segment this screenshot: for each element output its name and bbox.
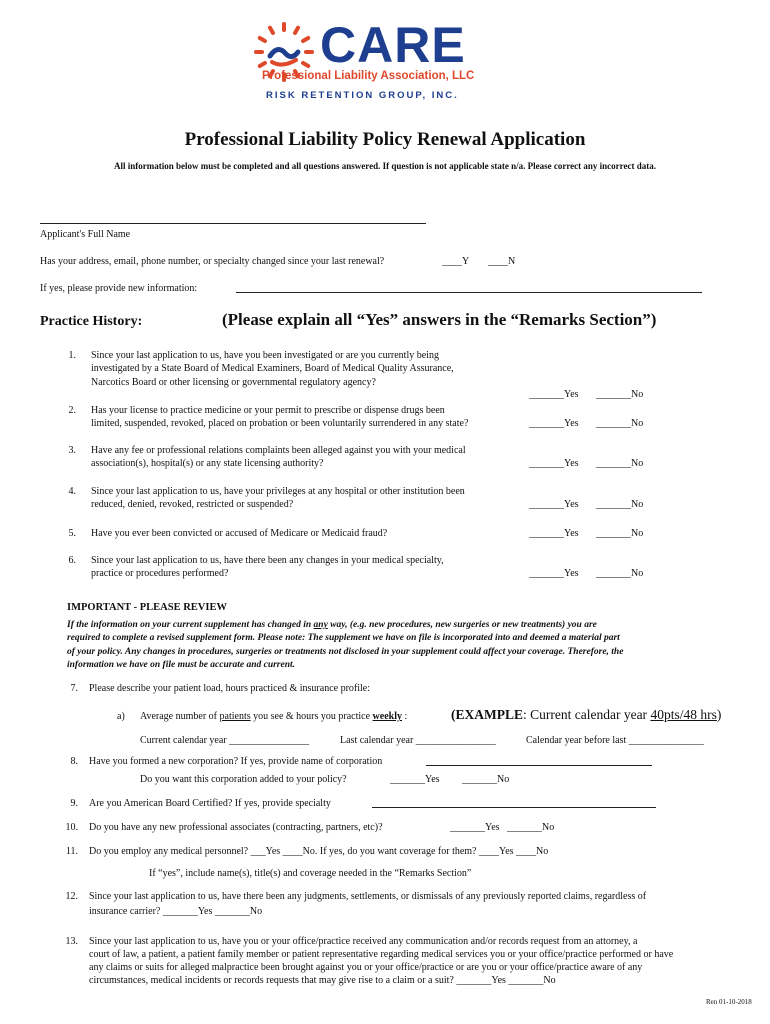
q12-line-1: Since your last application to us, have there been any judgments, settlements, or dismissals of any previously reported claims, regardless of: [89, 891, 647, 902]
question-number: 3.: [68, 445, 76, 456]
question-number: 2.: [68, 405, 76, 416]
q13-line-4: circumstances, medical incidents or records requests that may give rise to a claim or a suit? _______Yes _______No: [89, 975, 556, 986]
q13-line-2: court of law, a patient, a patient family member or patient representative regarding medical services you or your office/practice performed or have: [89, 949, 674, 960]
q2-no[interactable]: _______No: [596, 418, 644, 429]
question-number: 4.: [68, 486, 76, 497]
q1-no[interactable]: _______No: [596, 389, 644, 400]
question-text: limited, suspended, revoked, placed on probation or been voluntarily surrendered in any state?: [91, 418, 469, 429]
q8-yes[interactable]: _______Yes: [390, 774, 440, 785]
q11-sub-text: If “yes”, include name(s), title(s) and coverage needed in the “Remarks Section”: [149, 868, 472, 879]
address-change-no[interactable]: ____N: [488, 256, 516, 267]
page-title: Professional Liability Policy Renewal Application: [184, 129, 586, 150]
q6-no[interactable]: _______No: [596, 568, 644, 579]
q12-line-2: insurance carrier? _______Yes _______No: [89, 906, 263, 917]
question-number: 10.: [65, 822, 78, 833]
q6-yes[interactable]: _______Yes: [529, 568, 579, 579]
question-number: 13.: [65, 936, 78, 947]
q4-no[interactable]: _______No: [596, 499, 644, 510]
q10-text: Do you have any new professional associates (contracting, partners, etc)?: [89, 822, 383, 833]
question-text: Have you ever been convicted or accused of Medicare or Medicaid fraud?: [91, 528, 388, 539]
question-number: 6.: [68, 555, 76, 566]
question-text: practice or procedures performed?: [91, 568, 229, 579]
q7a-label: a): [117, 711, 125, 722]
corporation-name-field[interactable]: [426, 765, 652, 766]
q5-no[interactable]: _______No: [596, 528, 644, 539]
logo-subtitle: Professional Liability Association, LLC: [262, 70, 475, 82]
important-heading: IMPORTANT - PLEASE REVIEW: [67, 602, 227, 613]
logo-tagline: RISK RETENTION GROUP, INC.: [266, 90, 459, 101]
question-number: 8.: [70, 756, 78, 767]
current-year-field[interactable]: Current calendar year ________________: [140, 735, 310, 746]
q2-yes[interactable]: _______Yes: [529, 418, 579, 429]
q8-sub-text: Do you want this corporation added to your policy?: [140, 774, 347, 785]
q3-no[interactable]: _______No: [596, 458, 644, 469]
important-line-2: required to complete a revised supplement form. Please note: The supplement we have on file is incorporated into and deemed a material part: [67, 633, 620, 643]
important-line-3: of your policy. Any changes in procedures, surgeries or treatments not disclosed in your supplement could affect your coverage. Therefore, the: [67, 647, 624, 657]
question-text: Since your last application to us, have you been investigated or are you currently being: [91, 350, 439, 361]
q8-no[interactable]: _______No: [462, 774, 510, 785]
q13-line-1: Since your last application to us, have you or your office/practice received any communication and/or records request from an attorney, a: [89, 936, 638, 947]
question-text: Since your last application to us, have there been any changes in your medical specialty,: [91, 555, 444, 566]
q7a-text: Average number of patients you see & hours you practice weekly :: [140, 711, 408, 722]
address-change-yes[interactable]: ____Y: [442, 256, 470, 267]
question-number: 1.: [68, 350, 76, 361]
q1-yes[interactable]: _______Yes: [529, 389, 579, 400]
q10-no[interactable]: _______No: [507, 822, 555, 833]
question-number: 12.: [65, 891, 78, 902]
q7-text: Please describe your patient load, hours practiced & insurance profile:: [89, 683, 371, 694]
specialty-field[interactable]: [372, 807, 656, 808]
year-before-field[interactable]: Calendar year before last _______________: [526, 735, 704, 746]
practice-history-note: (Please explain all “Yes” answers in the “Remarks Section”): [222, 310, 657, 329]
q3-yes[interactable]: _______Yes: [529, 458, 579, 469]
applicant-name-field[interactable]: [40, 223, 426, 224]
new-info-label: If yes, please provide new information:: [40, 283, 198, 294]
q13-line-3: any claims or suits for alleged malpractice been brought against you or your office/practice or are you or your office/practice aware of any: [89, 962, 643, 973]
question-number: 11.: [65, 846, 78, 857]
last-year-field[interactable]: Last calendar year ________________: [340, 735, 496, 746]
logo: [250, 18, 530, 108]
instructions: All information below must be completed and all questions answered. If question is not applicable state n/a. Please correct any incorrect data.: [114, 161, 656, 171]
q10-yes[interactable]: _______Yes: [450, 822, 500, 833]
question-text: Has your license to practice medicine or your permit to prescribe or dispense drugs been: [91, 405, 445, 416]
q8-text: Have you formed a new corporation? If yes, provide name of corporation: [89, 756, 383, 767]
question-text: association(s), hospital(s) or any state licensing authority?: [91, 458, 324, 469]
q7-example: (EXAMPLE: Current calendar year 40pts/48 hrs): [451, 707, 722, 722]
q11-text: Do you employ any medical personnel? ___Yes ____No. If yes, do you want coverage for them? ____Yes ____No: [89, 846, 549, 857]
question-text: Have any fee or professional relations complaints been alleged against you with your medical: [91, 445, 466, 456]
important-line-1: If the information on your current supplement has changed in any way, (e.g. new procedures, new surgeries or new treatments) you are: [67, 620, 597, 630]
question-text: Narcotics Board or other licensing or governmental regulatory agency?: [91, 377, 376, 388]
important-line-4: information we have on file must be accurate and current.: [67, 660, 296, 670]
address-change-question: Has your address, email, phone number, or specialty changed since your last renewal?: [40, 256, 385, 267]
q5-yes[interactable]: _______Yes: [529, 528, 579, 539]
logo-name: CARE: [320, 17, 466, 73]
question-number: 9.: [70, 798, 78, 809]
form-revision-code: Ren 01-10-2018: [706, 998, 752, 1006]
applicant-name-label: Applicant's Full Name: [40, 229, 131, 240]
question-text: investigated by a State Board of Medical Examiners, Board of Medical Quality Assurance,: [91, 363, 454, 374]
q4-yes[interactable]: _______Yes: [529, 499, 579, 510]
question-number: 5.: [68, 528, 76, 539]
question-text: reduced, denied, revoked, restricted or suspended?: [91, 499, 294, 510]
new-info-field[interactable]: [236, 292, 702, 293]
question-text: Since your last application to us, have your privileges at any hospital or other institution been: [91, 486, 465, 497]
q9-text: Are you American Board Certified? If yes, provide specialty: [89, 798, 331, 809]
practice-history-heading: Practice History:: [40, 314, 143, 329]
question-number: 7.: [70, 683, 78, 694]
